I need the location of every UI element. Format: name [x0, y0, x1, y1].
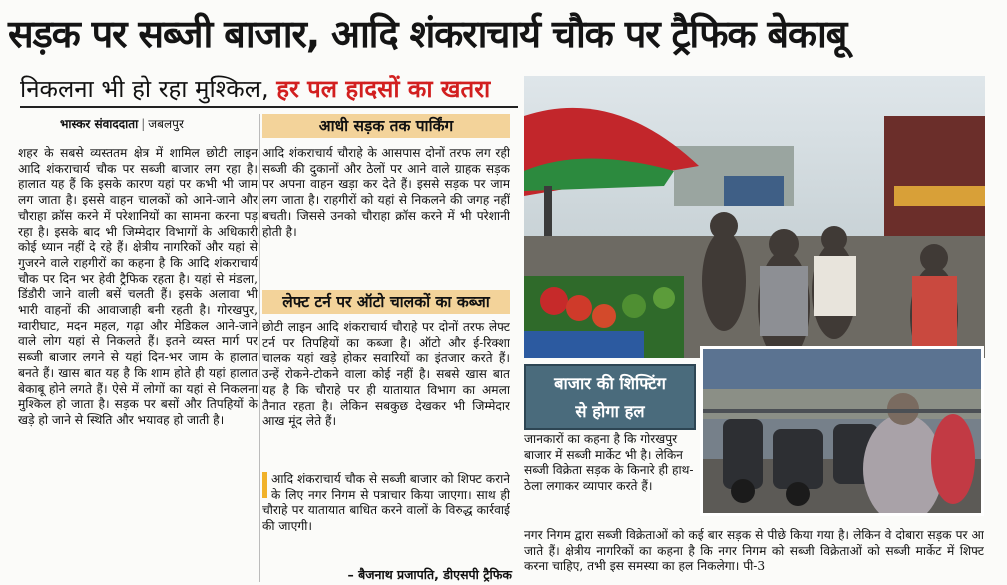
section-heading-auto: लेफ्ट टर्न पर ऑटो चालकों का कब्जा	[262, 290, 510, 314]
subheadline-highlight: हर पल हादसों का खतरा	[276, 75, 491, 103]
callout-line-1: बाजार की शिफ्टिंग	[554, 374, 666, 393]
subheadline-main: निकलना भी हो रहा मुश्किल,	[20, 75, 277, 103]
column-divider	[259, 114, 260, 582]
section-body-parking: आदि शंकराचार्य चौराहे के आसपास दोनों तरफ लग रही सब्जी की दुकानों और ठेलों पर आने वाले ग्राहक सड़क पर अपना वाहन खड़ा कर देते हैं। इससे सड़क पर जाम लग जाता है। राहगीरों को यहां से निकलने की जगह नहीं बचती। जिससे उनको चौराहा क्रॉस करने में भी परेशानी होती है।	[262, 146, 510, 239]
quote-text: आदि शंकराचार्य चौक से सब्जी बाजार को शिफ्ट कराने के लिए नगर निगम से पत्राचार किया जाएगा। साथ ही चौराहे पर यातायात बाधित करने वालों के विरुद्ध कार्रवाई की जाएगी।	[262, 472, 510, 534]
byline-reporter: भास्कर संवाददाता	[60, 117, 139, 131]
byline-separator: |	[141, 117, 146, 131]
callout-line-2: से होगा हल	[575, 402, 645, 421]
headline: सड़क पर सब्जी बाजार, आदि शंकराचार्य चौक पर ट्रैफिक बेकाबू	[8, 12, 847, 56]
subheadline-rule	[20, 106, 518, 108]
quote-bar	[262, 472, 267, 498]
traffic-photo	[700, 346, 984, 516]
subheadline	[20, 72, 490, 106]
section-body-shifting: जानकारों का कहना है कि गोरखपुर बाजार में सब्जी मार्केट भी है। लेकिन सब्जी विक्रेता सड़क के किनारे ही हाथ-ठेला लगाकर व्यापार करते हैं।	[524, 432, 694, 494]
byline	[60, 114, 184, 134]
byline-place: जबलपुर	[148, 117, 184, 131]
quote-credit: – बैजनाथ प्रजापति, डीएसपी ट्रैफिक	[347, 567, 512, 582]
article-column-1: शहर के सबसे व्यस्ततम क्षेत्र में शामिल छोटी लाइन आदि शंकराचार्य चौक पर सब्जी बाजार लग रहा है। हालात यह हैं कि इसके कारण यहां पर कभी भी जाम लग जाता है। इससे वाहन चालकों को आने-जाने और चौराहा क्रॉस करने में परेशानियों का सामना करना पड़ रहा है। इसके बाद भी जिम्मेदार विभागों के अधिकारी कोई ध्यान नहीं दे रहे हैं। क्षेत्रीय नागरिकों और यहां से गुजरने वाले राहगीरों का कहना है कि आदि शंकराचार्य चौक पर दिन भर हेवी ट्रैफिक रहता है। यहां से मंडला, डिंडौरी जाने वाली बसें चलती हैं। इसके अलावा भी भारी वाहनों की आवाजाही बनी रहती है। गोरखपुर, ग्वारीघाट, मदन महल, गढ़ा और मेडिकल आने-जाने वाले लोग यहां से निकलते हैं। इतने व्यस्त मार्ग पर सब्जी बाजार लगने से यहां दिन-भर जाम के हालात बनते हैं। खास बात यह है कि शाम होते ही यहां हालात बेकाबू होने लगते हैं। ऐसे में लोगों का यहां से निकलना मुश्किल हो जाता है। सड़क पर बसों और तिपहियों के खड़े हो जाने से स्थिति और भयावह हो जाती है।	[18, 146, 258, 427]
section-heading-parking: आधी सड़क तक पार्किंग	[262, 114, 510, 138]
market-photo	[524, 76, 985, 358]
section-body-shifting-continued: नगर निगम द्वारा सब्जी विक्रेताओं को कई बार सड़क से पीछे किया गया है। लेकिन वे दोबारा सड़क पर आ जाते हैं। क्षेत्रीय नागरिकों का कहना है कि नगर निगम को सब्जी विक्रेताओं को सब्जी मार्केट में शिफ्ट करना चाहिए, तभी इस समस्या का हल निकलेगा। पी-3	[524, 528, 984, 574]
callout-box	[524, 364, 696, 430]
official-quote	[262, 472, 510, 564]
section-body-auto: छोटी लाइन आदि शंकराचार्य चौराहे पर दोनों तरफ लेफ्ट टर्न पर तिपहियों का कब्जा है। ऑटो और ई-रिक्शा चालक यहां खड़े होकर सवारियों का इंतजार करते हैं। उन्हें रोकने-टोकने वाला कोई नहीं है। सबसे खास बात यह है कि चौराहे पर ही यातायात विभाग का अमला तैनात रहता है। लेकिन सबकुछ देखकर भी जिम्मेदार आख मूंद लेते हैं।	[262, 320, 510, 429]
